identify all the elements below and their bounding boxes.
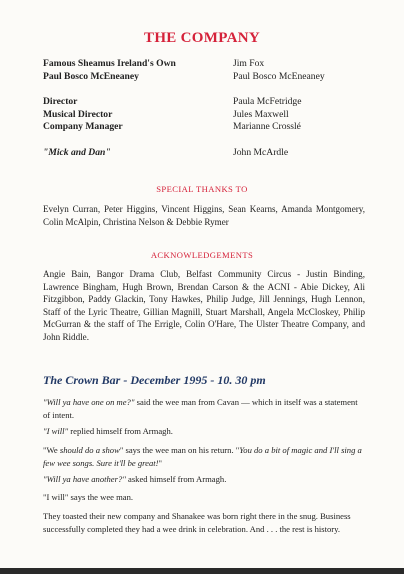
story-paragraph: "I will" replied himself from Armagh. — [43, 426, 173, 436]
page-bottom-edge — [0, 568, 404, 574]
special-thanks-heading: SPECIAL THANKS TO — [156, 184, 248, 194]
credit-role: Musical Director — [43, 108, 113, 120]
credit-name: John McArdle — [233, 146, 289, 158]
credit-name: Jules Maxwell — [233, 108, 289, 120]
story-paragraph: "Will ya have one on me?" said the wee man from Cavan — which in itself was a statement of intent. — [43, 397, 358, 420]
special-thanks-text: Evelyn Curran, Peter Higgins, Vincent Higgins, Sean Kearns, Amanda Montgomery, Colin McAlpin, Christina Nelson & Debbie Rymer — [43, 204, 365, 227]
credit-role: Paul Bosco McEneaney — [43, 70, 139, 82]
story-paragraph: "I will" says the wee man. — [43, 492, 134, 502]
credits-roles — [43, 58, 176, 159]
credit-name: Marianne Crosslé — [233, 121, 301, 132]
credit-name: Paul Bosco McEneaney — [233, 70, 325, 82]
credit-name: Jim Fox — [233, 58, 265, 69]
story-paragraph: "Will ya have another?" asked himself from Armagh. — [43, 474, 227, 484]
story-title: The Crown Bar - December 1995 - 10. 30 pm — [43, 373, 266, 387]
credit-role: Director — [43, 96, 78, 107]
credits-names — [233, 58, 325, 159]
credit-role: Company Manager — [43, 121, 123, 132]
story-paragraph: "We should do a show" says the wee man on his return. "You do a bit of magic and I'll sing a few wee songs. Sure it'll be great!" — [43, 445, 362, 468]
story-paragraph: They toasted their new company and Shanakee was born right there in the snug. Business successfully completed they had a wee drink in celebration. And . . . the rest is history. — [43, 511, 351, 534]
page-title: THE COMPANY — [144, 30, 260, 46]
acknowledgements-text: Angie Bain, Bangor Drama Club, Belfast Community Circus - Justin Binding, Lawrence Bingham, Hugh Brown, Brendan Carson & the ACNI - Abie Dickey, Ali Fitzgibbon, Paddy Glackin, Tony Hawkes, Philip Judge, Jill Jennings, Hugh Lennon, Staff of the Lyric Theatre, Gillian Magnill, Stuart Marshall, Angela McCloskey, Philip McGurran & the staff of The Errigle, Colin O'Hare, The Ulster Theatre Company, and John Riddle. — [43, 269, 365, 342]
acknowledgements-heading: ACKNOWLEDGEMENTS — [150, 250, 254, 260]
credit-name: Paula McFetridge — [233, 96, 302, 107]
credit-role: Famous Sheamus Ireland's Own — [43, 58, 176, 69]
credit-role: "Mick and Dan" — [43, 146, 111, 158]
